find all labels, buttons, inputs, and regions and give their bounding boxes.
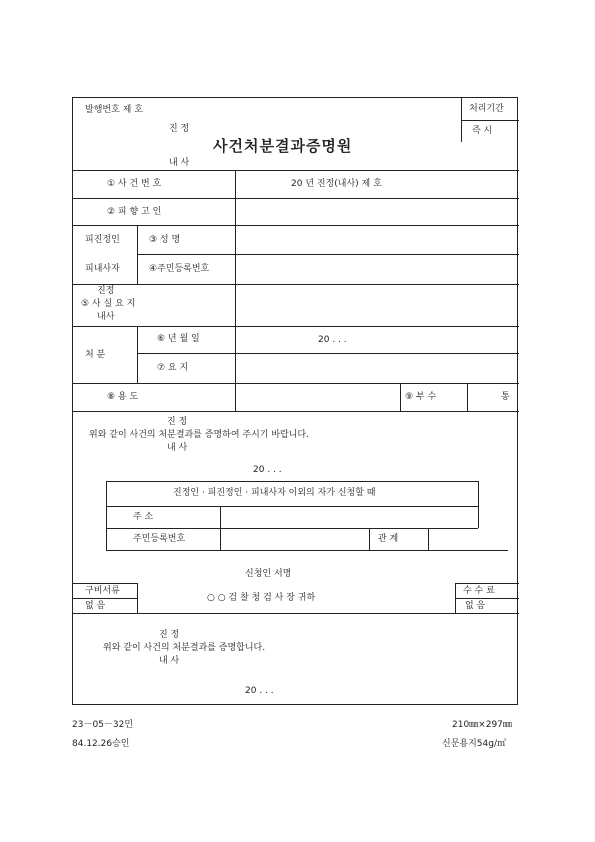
applicant-signature: 신청인 서명: [245, 569, 292, 579]
copies-label: ⑨ 부 수: [405, 392, 437, 402]
inner-table-title: 진정인 · 피진정인 · 피내사자 이외의 자가 신청할 때: [173, 488, 376, 498]
form-number: 23－05－32민: [72, 720, 134, 730]
request-text: 위와 같이 사건의 처분결과를 증명하여 주시기 바랍니다.: [89, 430, 309, 440]
disposal-label: 처 분: [85, 350, 106, 360]
processing-period-label: 처리기간: [469, 104, 504, 114]
petitioned-person-label: 피진정인: [85, 235, 120, 245]
relation-label: 관 계: [378, 534, 399, 544]
issue-number: 발행번호 제 호: [85, 105, 143, 115]
case-number-value: 20 년 진정(내사) 제 호: [291, 179, 382, 189]
disposal-date-label: ⑥ 년 월 일: [157, 334, 200, 344]
processing-period-value: 즉 시: [472, 126, 493, 136]
applicant-resident-number-label: 주민등록번호: [133, 534, 186, 544]
name-label: ③ 성 명: [149, 235, 181, 245]
header-naesa: 내 사: [169, 158, 190, 168]
disposal-summary-label: ⑦ 요 지: [157, 363, 189, 373]
resident-number-label: ④주민등록번호: [149, 264, 210, 274]
facts-naesa: 내사: [97, 312, 115, 322]
disposal-date-value: 20 . . .: [318, 335, 347, 345]
cert-date: 20 . . .: [245, 686, 274, 696]
request-jinjeong: 진 정: [167, 417, 188, 427]
paper-type: 신문용지54g/㎡: [442, 739, 506, 749]
paper-size: 210㎜×297㎜: [452, 720, 512, 730]
required-docs-value: 없 음: [85, 601, 106, 611]
request-date: 20 . . .: [253, 465, 282, 475]
addressee: ○ ○ 검 찰 청 검 사 장 귀하: [207, 593, 316, 603]
fee-label: 수 수 료: [463, 586, 495, 596]
fee-value: 없 음: [465, 601, 486, 611]
accused-label: ② 피 향 고 인: [107, 207, 162, 217]
case-number-label: ① 사 건 번 호: [107, 179, 162, 189]
facts-jinjeong: 진정: [97, 286, 115, 296]
cert-naesa: 내 사: [159, 656, 180, 666]
cert-jinjeong: 진 정: [159, 630, 180, 640]
required-docs-label: 구비서류: [85, 586, 120, 596]
cert-text: 위와 같이 사건의 처분결과를 증명합니다.: [103, 643, 266, 653]
investigated-person-label: 피내사자: [85, 264, 120, 274]
address-label: 주 소: [133, 512, 154, 522]
certificate-form: [72, 97, 518, 705]
request-naesa: 내 사: [167, 443, 188, 453]
header-jinjeong: 진 정: [169, 124, 190, 134]
purpose-label: ⑧ 용 도: [107, 392, 139, 402]
page-title: 사건처분결과증명원: [213, 137, 353, 155]
facts-summary-label: ⑤ 사 실 요 지: [81, 299, 136, 309]
copies-unit: 통: [501, 392, 510, 402]
approval-date: 84.12.26승인: [72, 739, 130, 749]
